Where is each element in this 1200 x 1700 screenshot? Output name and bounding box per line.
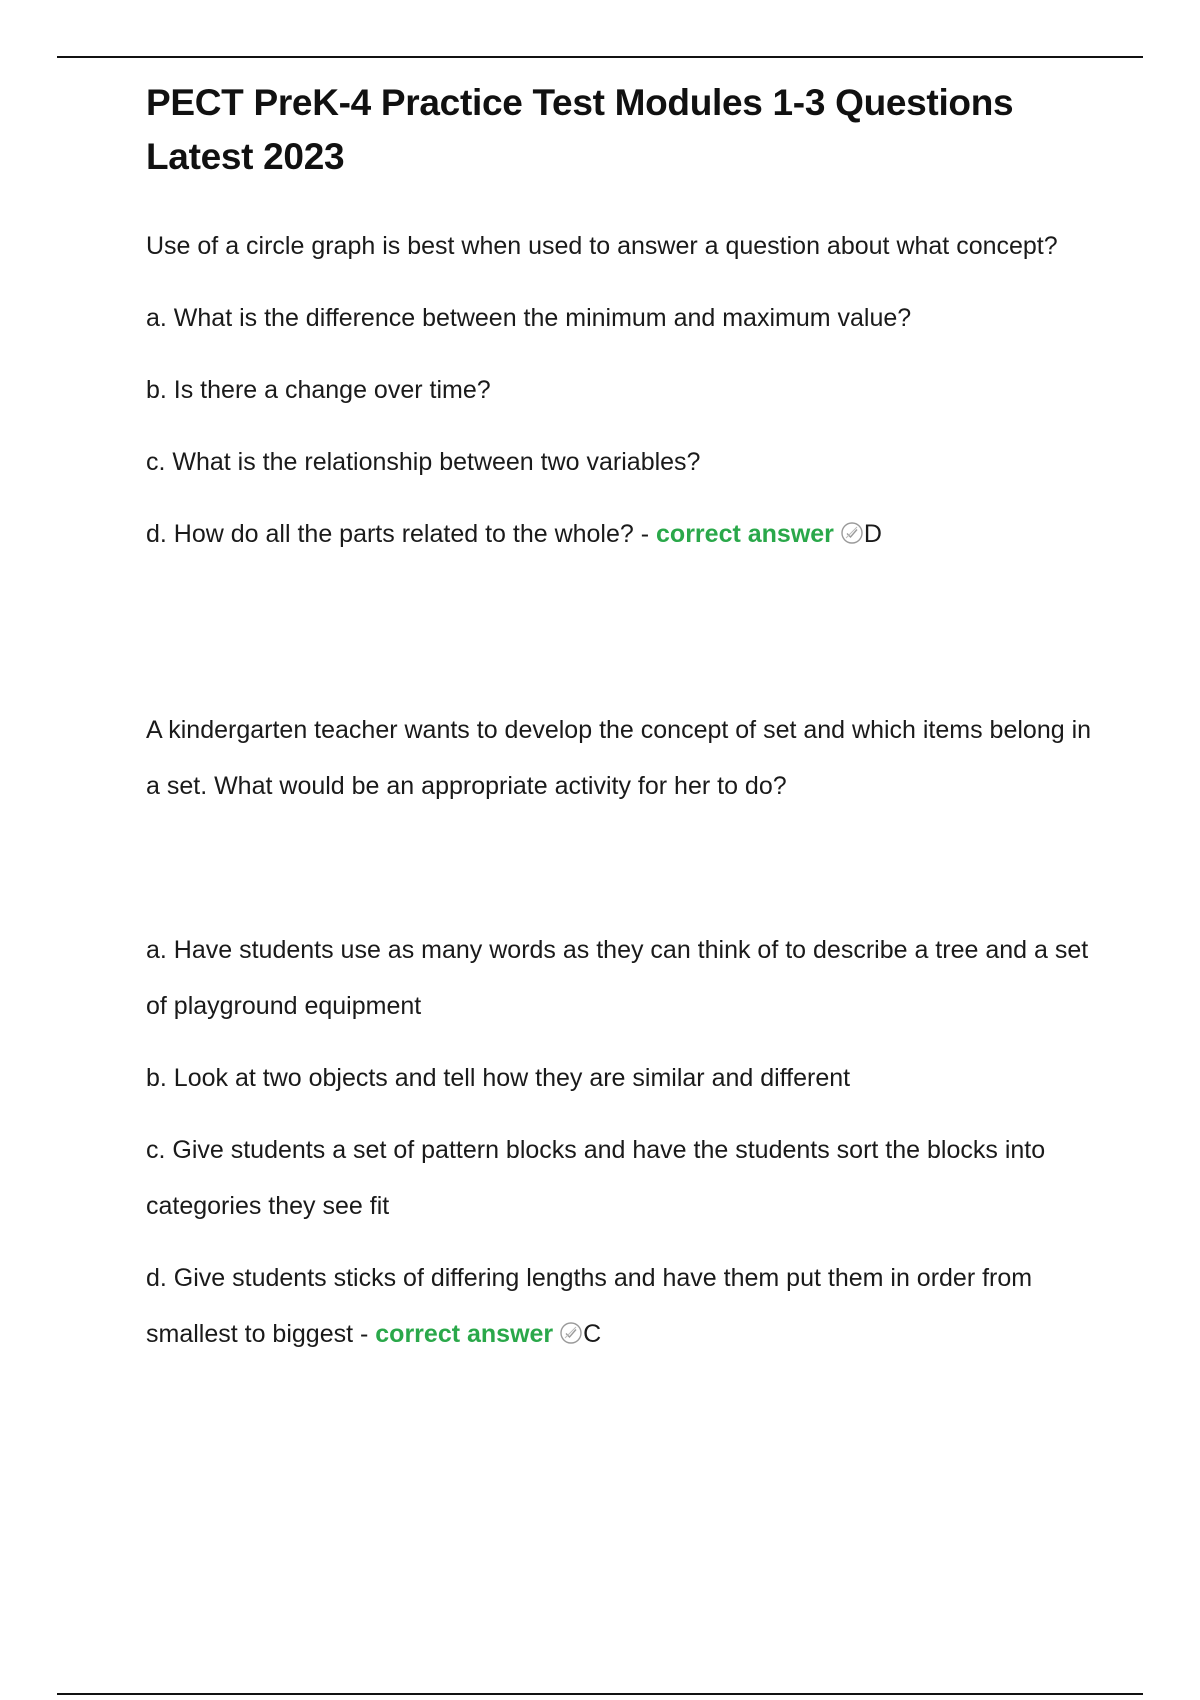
question-1 (146, 218, 1096, 562)
option-c (146, 1122, 1096, 1234)
option-text: a. Have students use as many words as they can think of to describe a tree and a set of playground equipment (146, 936, 1089, 1020)
question-text: A kindergarten teacher wants to develop the concept of set and which items belong in a set. What would be an appropriate activity for her to do? (146, 716, 1092, 800)
option-text: a. What is the difference between the minimum and maximum value? (146, 304, 912, 332)
check-circle-icon (840, 521, 864, 545)
option-text: c. What is the relationship between two variables? (146, 448, 701, 476)
option-list (146, 290, 1096, 562)
option-b (146, 1050, 1096, 1106)
document-title: PECT PreK-4 Practice Test Modules 1-3 Questions Latest 2023 (146, 82, 1014, 177)
option-text: d. How do all the parts related to the whole? - (146, 520, 650, 548)
answer-value: C (583, 1320, 602, 1348)
option-a (146, 922, 1096, 1034)
option-text: c. Give students a set of pattern blocks and have the students sort the blocks into categories they see fit (146, 1136, 1046, 1220)
option-d (146, 1250, 1096, 1362)
top-rule (57, 56, 1143, 58)
option-text: b. Look at two objects and tell how they are similar and different (146, 1064, 851, 1092)
check-circle-icon (559, 1321, 583, 1345)
option-a (146, 290, 1096, 346)
option-list (146, 922, 1096, 1362)
option-c (146, 434, 1096, 490)
option-b (146, 362, 1096, 418)
option-d (146, 506, 1096, 562)
correct-answer-label: correct answer (375, 1320, 554, 1348)
answer-value: D (863, 520, 882, 548)
page-header (146, 76, 1096, 184)
option-text: b. Is there a change over time? (146, 376, 491, 404)
question-text: Use of a circle graph is best when used to answer a question about what concept? (146, 232, 1058, 260)
option-text: d. Give students sticks of differing lengths and have them put them in order from smallest to biggest - (146, 1264, 1033, 1348)
question-2 (146, 702, 1096, 1362)
correct-answer-label: correct answer (656, 520, 834, 548)
bottom-rule (57, 1693, 1143, 1695)
